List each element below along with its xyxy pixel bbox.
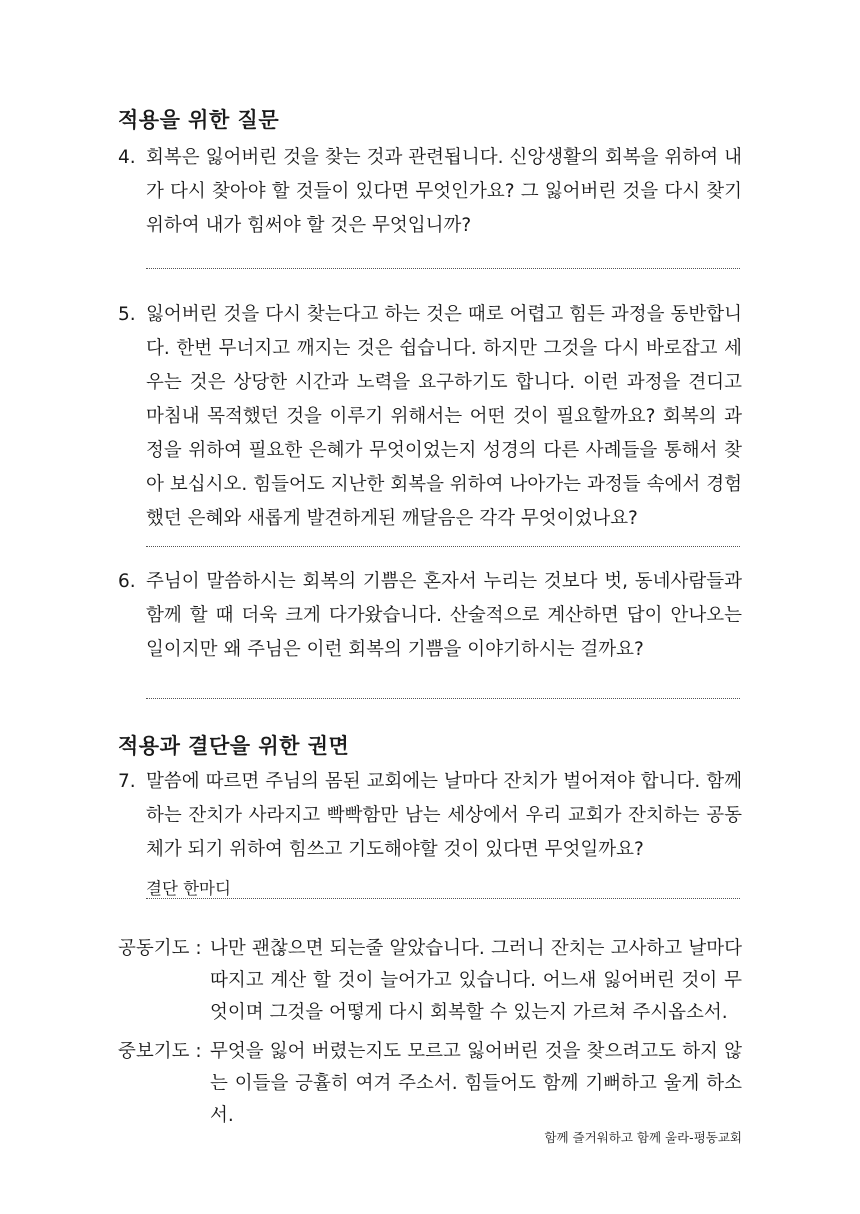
answer-line-decision[interactable] <box>146 898 740 899</box>
prayer-label: 중보기도 : <box>118 1041 202 1062</box>
prayer-text: 나만 괜찮으면 되는줄 알았습니다. 그러니 잔치는 고사하고 날마다 따지고 계산 할 것이 늘어가고 있습니다. 어느새 잃어버린 것이 무엇이며 그것을 어떻게 다시 회복할 수 있는지 가르쳐 주시옵소서. <box>210 938 742 1023</box>
prayer-label: 공동기도 : <box>118 938 202 959</box>
question-6 <box>118 565 742 667</box>
question-5 <box>118 298 742 536</box>
answer-line-question-4[interactable] <box>146 268 740 269</box>
question-text: 회복은 잃어버린 것을 찾는 것과 관련됩니다. 신앙생활의 회복을 위하여 내가 다시 찾아야 할 것들이 있다면 무엇인가요? 그 잃어버린 것을 다시 찾기 위하여 내가 힘써야 할 것은 무엇입니까? <box>146 147 742 236</box>
common-prayer <box>118 933 742 1029</box>
decision-label: 결단 한마디 <box>146 879 231 898</box>
question-number: 7. <box>118 771 136 792</box>
intercessory-prayer <box>118 1036 742 1132</box>
section-heading-exhortation: 적용과 결단을 위한 권면 <box>118 734 350 758</box>
question-text: 잃어버린 것을 다시 찾는다고 하는 것은 때로 어렵고 힘든 과정을 동반합니다. 한번 무너지고 깨지는 것은 쉽습니다. 하지만 그것을 다시 바로잡고 세우는 것은 상당한 시간과 노력을 요구하기도 합니다. 이런 과정을 견디고 마침내 목적했던 것을 이루기 위해서는 어떤 것이 필요할까요? 회복의 과정을 위하여 필요한 은혜가 무엇이었는지 성경의 다른 사례들을 통해서 찾아 보십시오. 힘들어도 지난한 회복을 위하여 나아가는 과정들 속에서 경험했던 은혜와 새롭게 발견하게된 깨달음은 각각 무엇이었나요? <box>146 304 742 529</box>
prayer-text: 무엇을 잃어 버렸는지도 모르고 잃어버린 것을 찾으려고도 하지 않는 이들을 긍휼히 여겨 주소서. 힘들어도 함께 기뻐하고 울게 하소서. <box>210 1041 742 1126</box>
question-text: 말씀에 따르면 주님의 몸된 교회에는 날마다 잔치가 벌어져야 합니다. 함께 하는 잔치가 사라지고 빡빡함만 남는 세상에서 우리 교회가 잔치하는 공동체가 되기 위하여 힘쓰고 기도해야할 것이 있다면 무엇일까요? <box>146 771 742 860</box>
answer-line-question-5[interactable] <box>146 546 740 547</box>
question-number: 4. <box>118 147 136 168</box>
answer-line-question-6[interactable] <box>146 698 740 699</box>
question-7 <box>118 765 742 867</box>
question-number: 5. <box>118 304 136 325</box>
footer-text: 함께 즐거워하고 함께 울라-평동교회 <box>544 1130 742 1145</box>
question-text: 주님이 말씀하시는 회복의 기쁨은 혼자서 누리는 것보다 벗, 동네사람들과 함께 할 때 더욱 크게 다가왔습니다. 산술적으로 계산하면 답이 안나오는 일이지만 왜 주님은 이런 회복의 기쁨을 이야기하시는 걸까요? <box>146 571 742 660</box>
question-number: 6. <box>118 571 136 592</box>
question-4 <box>118 141 742 243</box>
section-heading-application-questions: 적용을 위한 질문 <box>118 108 280 132</box>
